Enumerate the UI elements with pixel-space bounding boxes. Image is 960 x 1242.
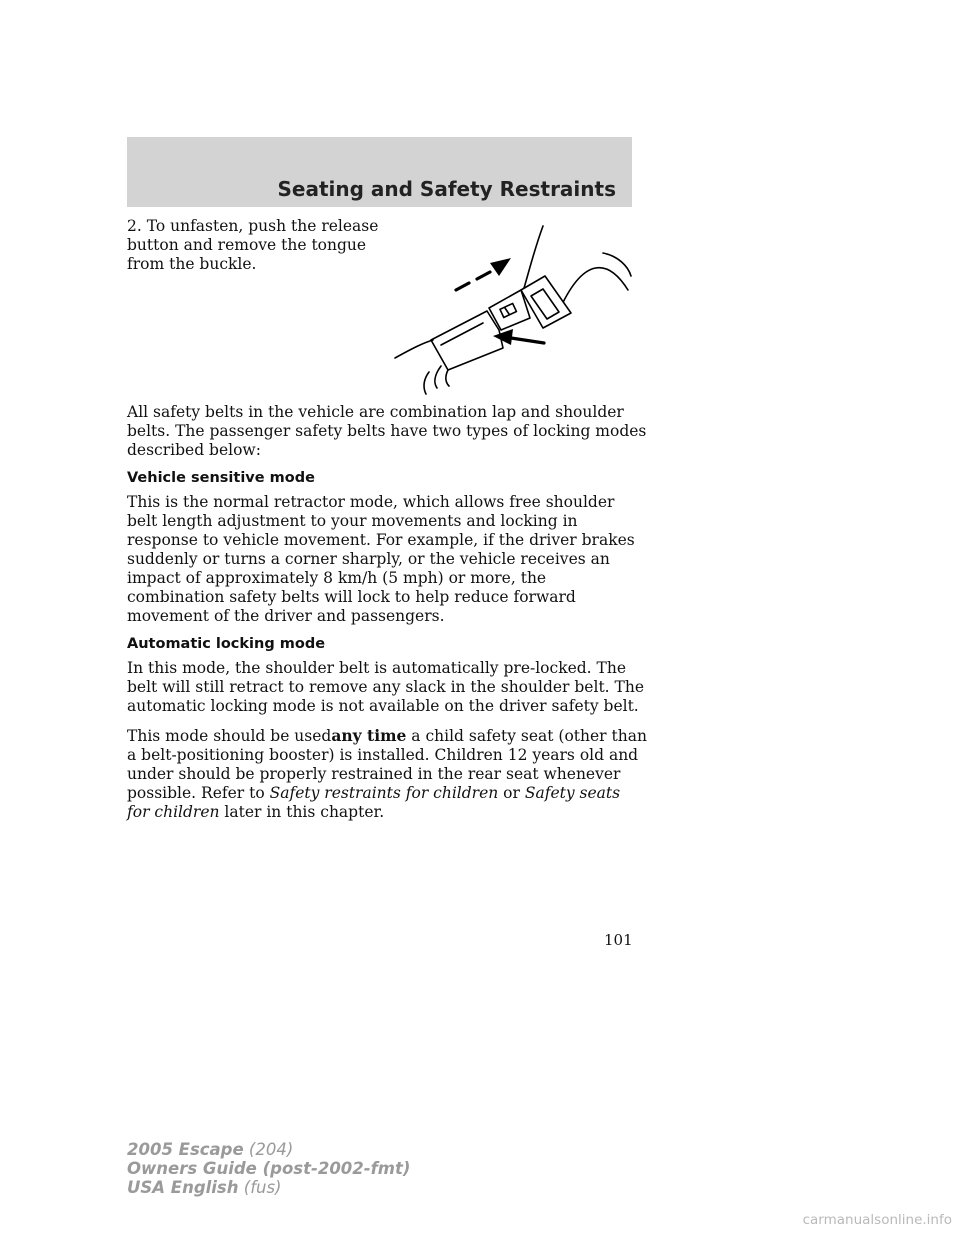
page-number: 101 <box>604 931 633 949</box>
section-header-bar <box>127 137 632 207</box>
vehicle-sensitive-heading: Vehicle sensitive mode <box>127 470 315 486</box>
reference-safety-seats: Safety seats for children <box>127 784 621 821</box>
watermark: carmanualsonline.info <box>802 1212 952 1228</box>
mode-prefix: This mode should be used <box>127 727 332 745</box>
seatbelt-buckle-illustration <box>393 218 638 398</box>
main-content <box>127 403 647 832</box>
reference-safety-restraints: Safety restraints for children <box>269 784 499 802</box>
footer-model-code: (204) <box>243 1140 294 1159</box>
unfasten-step: 2. To unfasten, push the release button and remove the tongue from the buckle. <box>127 217 379 273</box>
mode-middle: a child safety seat (other than a belt-positioning booster) is installed. Children 12 years old and under should be properly restrained in the rear seat whenever possible. Refer to <box>127 727 647 802</box>
mode-end: later in this chapter. <box>219 803 385 821</box>
automatic-locking-heading: Automatic locking mode <box>127 636 326 652</box>
section-title: Seating and Safety Restraints <box>277 177 616 201</box>
footer-language-code: (fus) <box>238 1178 282 1197</box>
footer-model: 2005 Escape <box>127 1140 244 1159</box>
belts-paragraph: All safety belts in the vehicle are combination lap and shoulder belts. The passenger safety belts have two types of locking modes described below: <box>127 403 647 459</box>
automatic-locking-paragraph: In this mode, the shoulder belt is automatically pre-locked. The belt will still retract to remove any slack in the shoulder belt. The automatic locking mode is not available on the driver safety belt. <box>127 659 645 715</box>
mode-or: or <box>498 784 525 802</box>
vehicle-sensitive-paragraph: This is the normal retractor mode, which allows free shoulder belt length adjustment to your movements and locking in response to vehicle movement. For example, if the driver brakes suddenly or turns a corner sharply, or the vehicle receives an impact of approximately 8 km/h (5 mph) or more, the combination safety belts will lock to help reduce forward movement of the driver and passengers. <box>127 493 635 625</box>
document-footer <box>127 1140 410 1197</box>
footer-guide: Owners Guide (post-2002-fmt) <box>127 1159 411 1178</box>
any-time-emphasis: any time <box>331 726 407 745</box>
child-seat-paragraph <box>127 726 647 822</box>
footer-language: USA English <box>127 1178 239 1197</box>
